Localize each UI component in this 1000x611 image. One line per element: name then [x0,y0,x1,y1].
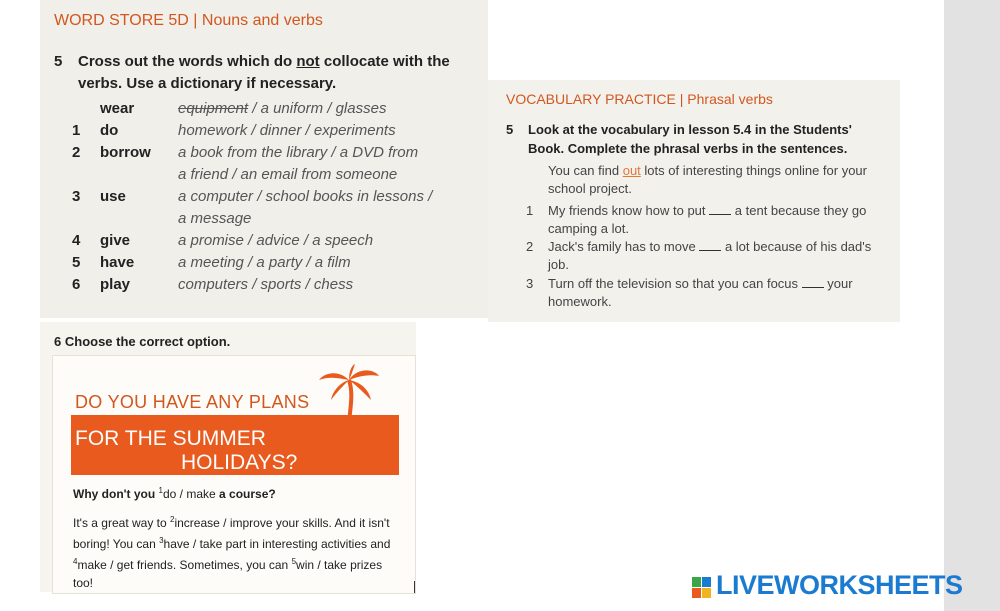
choose-option-panel [40,322,416,592]
item-verb: have [100,254,135,271]
paragraph-text: your skills. And it isn't boring! You can [73,516,390,551]
word-store-title-main: WORD STORE 5D [54,12,189,29]
live-badge-icon [692,577,712,599]
answer-blank[interactable] [699,240,721,251]
item-number: 1 [72,122,81,139]
item-options[interactable]: homework / dinner / experiments [178,122,396,139]
question-text-end: a lot because of his dad's job. [548,239,872,272]
choose-header-text: Choose the correct option. [64,334,231,349]
question-text-end: a tent because they go camping a lot. [548,203,867,236]
question-text-end: your homework. [548,276,853,309]
example-answer: out [622,163,641,178]
example-options: / a uniform / glasses [248,100,387,117]
item-number: 4 [72,232,81,249]
question-number: 1 [526,203,534,218]
option-choice[interactable]: make / get [77,558,134,572]
logo-text: LIVEWORKSHEETS [716,570,963,600]
exercise-number: 6 [54,334,62,349]
card-headline: DO YOU HAVE ANY PLANS [75,392,310,412]
question-number: 3 [526,276,534,291]
option-number: 1 [158,486,163,495]
card-paragraph [73,511,403,592]
vocabulary-panel [488,80,900,322]
item-number: 5 [72,254,81,271]
item-options[interactable]: a friend / an email from someone [178,166,398,183]
option-number: 2 [170,515,175,524]
item-options[interactable]: a promise / advice / a speech [178,232,374,249]
question-item [526,238,886,274]
item-verb: borrow [100,144,151,161]
paragraph-text: friends. Sometimes, you can [136,558,289,572]
card-headline-line2: FOR THE SUMMER [75,427,266,450]
question-text: Why don't you [73,487,156,501]
vocabulary-title-main: VOCABULARY PRACTICE [506,91,676,107]
option-number: 5 [291,557,297,566]
example-text-end: lots of interesting things online for your school project. [548,163,867,196]
example-verb: wear [100,100,135,117]
option-choice[interactable]: increase / improve [174,516,273,530]
item-options[interactable]: a computer / school books in lessons / [178,188,433,205]
text-cursor [414,581,415,593]
title-separator: | [679,91,684,107]
item-number: 6 [72,276,81,293]
answer-blank[interactable] [709,204,731,215]
card-headline-line3: HOLIDAYS? [181,451,298,474]
exercise-number: 5 [506,122,514,137]
question-text: Jack's family has to move [548,239,696,254]
paragraph-text: It's a great way to [73,516,167,530]
title-separator: | [193,12,198,29]
card-question [73,486,276,501]
paragraph-text: part in interesting activities and [225,537,391,551]
question-text: Turn off the television so that you can focus [548,276,799,291]
paragraph-text: prizes too! [73,558,383,590]
item-options[interactable]: a book from the library / a DVD from [178,144,419,161]
option-choice[interactable]: win / take [296,558,347,572]
word-store-instruction [54,51,474,95]
instruction-text: Cross out the words which do [78,53,293,70]
item-number: 3 [72,188,81,205]
summer-card [52,355,416,594]
item-number: 2 [72,144,81,161]
choose-header [54,334,230,349]
word-store-panel [40,0,488,318]
right-gutter [944,0,1000,611]
example-text: You can find [548,163,620,178]
instruction-not: not [296,53,320,70]
question-item [526,275,886,311]
example-sentence [548,162,878,198]
item-verb: use [100,188,126,205]
crossed-word: equipment [178,100,249,117]
item-options[interactable]: a meeting / a party / a film [178,254,351,271]
instruction-text-end: collocate with the verbs. Use a dictionary if necessary. [78,53,450,92]
item-verb: do [100,122,119,139]
question-item [526,202,886,238]
answer-blank[interactable] [802,277,824,288]
option-choice[interactable]: do / make [162,487,216,501]
item-options[interactable]: computers / sports / chess [178,276,354,293]
option-number: 3 [159,536,164,545]
word-store-subtitle: Nouns and verbs [201,12,323,29]
option-choice[interactable]: have / take [163,537,223,551]
item-options[interactable]: a message [178,210,252,227]
item-verb: give [100,232,131,249]
option-number: 4 [73,557,78,566]
exercise-number: 5 [54,53,63,70]
question-number: 2 [526,239,534,254]
question-text-end: a course? [219,487,276,501]
item-verb: play [100,276,131,293]
question-text: My friends know how to put [548,203,706,218]
vocabulary-instruction [506,120,891,158]
vocabulary-subtitle: Phrasal verbs [687,91,773,107]
word-store-title [54,12,323,30]
vocabulary-title [506,91,773,107]
instruction-text: Look at the vocabulary in lesson 5.4 in the Students' Book. Complete the phrasal verbs in the sentences. [528,122,852,156]
